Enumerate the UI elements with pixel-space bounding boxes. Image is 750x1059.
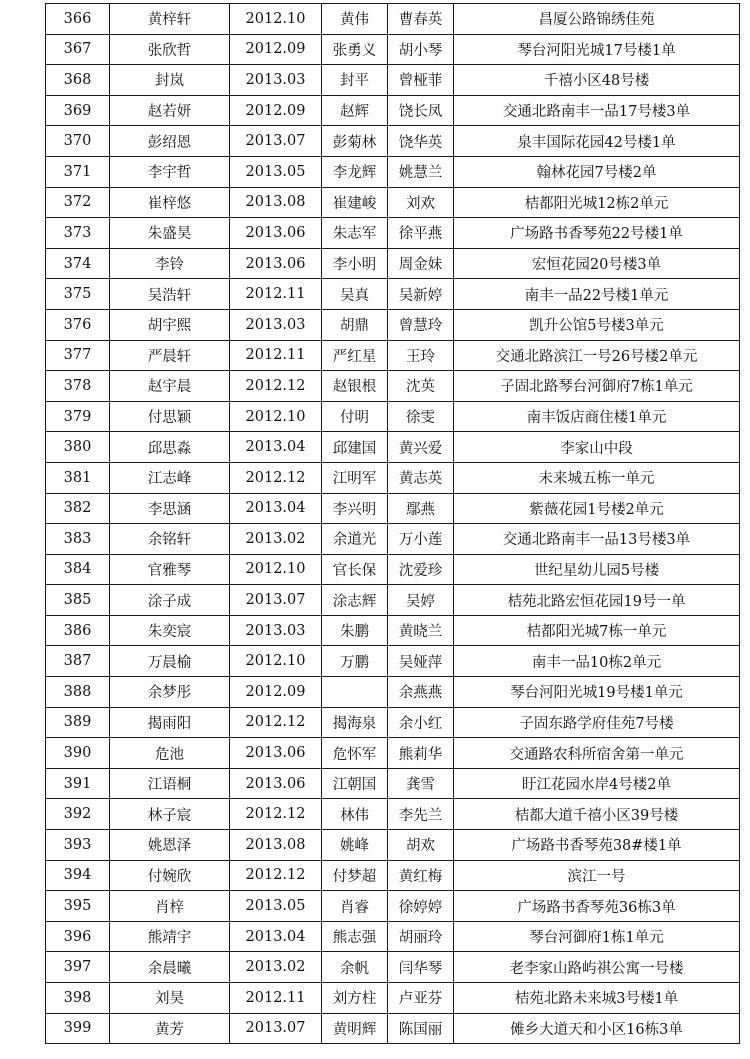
birth-date-cell: 2013.03 bbox=[230, 65, 322, 96]
student-name-cell: 付思颖 bbox=[110, 401, 230, 432]
mother-name-cell: 刘欢 bbox=[388, 187, 454, 218]
mother-name-cell: 曹春英 bbox=[388, 4, 454, 35]
mother-name-cell: 吴婷 bbox=[388, 585, 454, 616]
mother-name-cell: 徐平燕 bbox=[388, 218, 454, 249]
student-name-cell: 刘昊 bbox=[110, 983, 230, 1014]
table-row bbox=[46, 95, 740, 126]
row-number-cell: 378 bbox=[46, 371, 110, 402]
student-name-cell: 黄梓轩 bbox=[110, 4, 230, 35]
table-row bbox=[46, 677, 740, 708]
row-number-cell: 375 bbox=[46, 279, 110, 310]
address-cell: 盱江花园水岸4号楼2单 bbox=[454, 768, 740, 799]
table-row bbox=[46, 462, 740, 493]
student-name-cell: 余铭轩 bbox=[110, 524, 230, 555]
row-number-cell: 369 bbox=[46, 95, 110, 126]
birth-date-cell: 2012.09 bbox=[230, 34, 322, 65]
row-number-cell: 389 bbox=[46, 707, 110, 738]
father-name-cell: 熊志强 bbox=[322, 921, 388, 952]
birth-date-cell: 2013.04 bbox=[230, 921, 322, 952]
student-name-cell: 姚恩泽 bbox=[110, 830, 230, 861]
row-number-cell: 373 bbox=[46, 218, 110, 249]
father-name-cell: 严红星 bbox=[322, 340, 388, 371]
table-row bbox=[46, 921, 740, 952]
row-number-cell: 371 bbox=[46, 156, 110, 187]
table-row bbox=[46, 493, 740, 524]
student-name-cell: 余晨曦 bbox=[110, 952, 230, 983]
row-number-cell: 372 bbox=[46, 187, 110, 218]
address-cell: 凯升公馆5号楼3单元 bbox=[454, 309, 740, 340]
address-cell: 子固东路学府佳苑7号楼 bbox=[454, 707, 740, 738]
student-name-cell: 肖梓 bbox=[110, 891, 230, 922]
birth-date-cell: 2012.09 bbox=[230, 677, 322, 708]
father-name-cell: 付明 bbox=[322, 401, 388, 432]
table-row bbox=[46, 585, 740, 616]
birth-date-cell: 2012.12 bbox=[230, 462, 322, 493]
table-row bbox=[46, 248, 740, 279]
row-number-cell: 392 bbox=[46, 799, 110, 830]
address-cell: 广场路书香琴苑36栋3单 bbox=[454, 891, 740, 922]
mother-name-cell: 胡小琴 bbox=[388, 34, 454, 65]
address-cell: 琴台河阳光城19号楼1单元 bbox=[454, 677, 740, 708]
address-cell: 交通北路南丰一品17号楼3单 bbox=[454, 95, 740, 126]
birth-date-cell: 2012.11 bbox=[230, 279, 322, 310]
student-name-cell: 张欣哲 bbox=[110, 34, 230, 65]
table-row bbox=[46, 860, 740, 891]
father-name-cell: 肖睿 bbox=[322, 891, 388, 922]
birth-date-cell: 2013.04 bbox=[230, 432, 322, 463]
birth-date-cell: 2013.07 bbox=[230, 126, 322, 157]
row-number-cell: 385 bbox=[46, 585, 110, 616]
mother-name-cell: 胡欢 bbox=[388, 830, 454, 861]
father-name-cell: 姚峰 bbox=[322, 830, 388, 861]
student-name-cell: 朱奕宸 bbox=[110, 615, 230, 646]
row-number-cell: 395 bbox=[46, 891, 110, 922]
student-name-cell: 官雅琴 bbox=[110, 554, 230, 585]
birth-date-cell: 2013.04 bbox=[230, 493, 322, 524]
mother-name-cell: 余燕燕 bbox=[388, 677, 454, 708]
mother-name-cell: 沈爱珍 bbox=[388, 554, 454, 585]
father-name-cell: 赵辉 bbox=[322, 95, 388, 126]
student-name-cell: 赵宇晨 bbox=[110, 371, 230, 402]
address-cell: 桔都阳光城12栋2单元 bbox=[454, 187, 740, 218]
mother-name-cell: 吴新婷 bbox=[388, 279, 454, 310]
student-name-cell: 彭绍恩 bbox=[110, 126, 230, 157]
table-row bbox=[46, 432, 740, 463]
father-name-cell: 林伟 bbox=[322, 799, 388, 830]
address-cell: 傩乡大道天和小区16栋3单 bbox=[454, 1013, 740, 1044]
mother-name-cell: 吴娅萍 bbox=[388, 646, 454, 677]
mother-name-cell: 徐雯 bbox=[388, 401, 454, 432]
address-cell: 宏恒花园20号楼3单 bbox=[454, 248, 740, 279]
mother-name-cell: 黄志英 bbox=[388, 462, 454, 493]
table-row bbox=[46, 279, 740, 310]
row-number-cell: 374 bbox=[46, 248, 110, 279]
address-cell: 南丰一品22号楼1单元 bbox=[454, 279, 740, 310]
table-row bbox=[46, 65, 740, 96]
address-cell: 南丰饭店商住楼1单元 bbox=[454, 401, 740, 432]
father-name-cell: 刘方柱 bbox=[322, 983, 388, 1014]
student-name-cell: 江语桐 bbox=[110, 768, 230, 799]
father-name-cell: 邱建国 bbox=[322, 432, 388, 463]
table-row bbox=[46, 218, 740, 249]
address-cell: 李家山中段 bbox=[454, 432, 740, 463]
address-cell: 滨江一号 bbox=[454, 860, 740, 891]
row-number-cell: 396 bbox=[46, 921, 110, 952]
address-cell: 交通北路滨江一号26号楼2单元 bbox=[454, 340, 740, 371]
student-name-cell: 熊靖宇 bbox=[110, 921, 230, 952]
father-name-cell: 吴真 bbox=[322, 279, 388, 310]
mother-name-cell: 余小红 bbox=[388, 707, 454, 738]
student-name-cell: 李铃 bbox=[110, 248, 230, 279]
row-number-cell: 394 bbox=[46, 860, 110, 891]
table-row bbox=[46, 891, 740, 922]
student-name-cell: 江志峰 bbox=[110, 462, 230, 493]
mother-name-cell: 万小莲 bbox=[388, 524, 454, 555]
birth-date-cell: 2012.12 bbox=[230, 860, 322, 891]
address-cell: 子固北路琴台河御府7栋1单元 bbox=[454, 371, 740, 402]
mother-name-cell: 周金妹 bbox=[388, 248, 454, 279]
row-number-cell: 399 bbox=[46, 1013, 110, 1044]
table-row bbox=[46, 156, 740, 187]
father-name-cell: 余帆 bbox=[322, 952, 388, 983]
table-row bbox=[46, 768, 740, 799]
birth-date-cell: 2013.02 bbox=[230, 524, 322, 555]
birth-date-cell: 2012.10 bbox=[230, 401, 322, 432]
student-name-cell: 涂子成 bbox=[110, 585, 230, 616]
father-name-cell: 崔建峻 bbox=[322, 187, 388, 218]
row-number-cell: 367 bbox=[46, 34, 110, 65]
address-cell: 桔苑北路宏恒花园19号一单 bbox=[454, 585, 740, 616]
father-name-cell: 万鹏 bbox=[322, 646, 388, 677]
row-number-cell: 384 bbox=[46, 554, 110, 585]
mother-name-cell: 熊莉华 bbox=[388, 738, 454, 769]
father-name-cell: 付梦超 bbox=[322, 860, 388, 891]
table-row bbox=[46, 187, 740, 218]
birth-date-cell: 2013.08 bbox=[230, 187, 322, 218]
address-cell: 紫薇花园1号楼2单元 bbox=[454, 493, 740, 524]
father-name-cell: 赵银根 bbox=[322, 371, 388, 402]
birth-date-cell: 2013.05 bbox=[230, 891, 322, 922]
row-number-cell: 388 bbox=[46, 677, 110, 708]
father-name-cell: 江明军 bbox=[322, 462, 388, 493]
student-name-cell: 万晨榆 bbox=[110, 646, 230, 677]
row-number-cell: 383 bbox=[46, 524, 110, 555]
mother-name-cell: 胡丽玲 bbox=[388, 921, 454, 952]
address-cell: 琴台河御府1栋1单元 bbox=[454, 921, 740, 952]
row-number-cell: 393 bbox=[46, 830, 110, 861]
table-row bbox=[46, 983, 740, 1014]
table-row bbox=[46, 34, 740, 65]
student-name-cell: 封岚 bbox=[110, 65, 230, 96]
student-name-cell: 李宇哲 bbox=[110, 156, 230, 187]
student-name-cell: 胡宇熙 bbox=[110, 309, 230, 340]
row-number-cell: 386 bbox=[46, 615, 110, 646]
birth-date-cell: 2012.11 bbox=[230, 340, 322, 371]
birth-date-cell: 2013.03 bbox=[230, 615, 322, 646]
student-name-cell: 朱盛昊 bbox=[110, 218, 230, 249]
table-row bbox=[46, 707, 740, 738]
student-name-cell: 赵若妍 bbox=[110, 95, 230, 126]
mother-name-cell: 黄红梅 bbox=[388, 860, 454, 891]
mother-name-cell: 闫华琴 bbox=[388, 952, 454, 983]
father-name-cell: 危怀军 bbox=[322, 738, 388, 769]
table-row bbox=[46, 4, 740, 35]
row-number-cell: 370 bbox=[46, 126, 110, 157]
father-name-cell: 胡鼎 bbox=[322, 309, 388, 340]
table-row bbox=[46, 401, 740, 432]
father-name-cell: 官长保 bbox=[322, 554, 388, 585]
father-name-cell: 朱志军 bbox=[322, 218, 388, 249]
father-name-cell: 彭菊林 bbox=[322, 126, 388, 157]
row-number-cell: 398 bbox=[46, 983, 110, 1014]
birth-date-cell: 2013.05 bbox=[230, 156, 322, 187]
roster-table-body bbox=[46, 4, 740, 1044]
table-row bbox=[46, 799, 740, 830]
father-name-cell: 黄伟 bbox=[322, 4, 388, 35]
birth-date-cell: 2012.12 bbox=[230, 707, 322, 738]
birth-date-cell: 2012.10 bbox=[230, 4, 322, 35]
address-cell: 交通路农科所宿舍第一单元 bbox=[454, 738, 740, 769]
birth-date-cell: 2013.06 bbox=[230, 248, 322, 279]
birth-date-cell: 2013.06 bbox=[230, 738, 322, 769]
mother-name-cell: 王玲 bbox=[388, 340, 454, 371]
mother-name-cell: 龚雪 bbox=[388, 768, 454, 799]
birth-date-cell: 2013.07 bbox=[230, 1013, 322, 1044]
row-number-cell: 366 bbox=[46, 4, 110, 35]
birth-date-cell: 2012.10 bbox=[230, 554, 322, 585]
address-cell: 桔都大道千禧小区39号楼 bbox=[454, 799, 740, 830]
birth-date-cell: 2013.02 bbox=[230, 952, 322, 983]
student-name-cell: 危池 bbox=[110, 738, 230, 769]
table-row bbox=[46, 126, 740, 157]
father-name-cell: 李兴明 bbox=[322, 493, 388, 524]
mother-name-cell: 曾桠菲 bbox=[388, 65, 454, 96]
table-row bbox=[46, 524, 740, 555]
student-name-cell: 严晨轩 bbox=[110, 340, 230, 371]
birth-date-cell: 2013.06 bbox=[230, 768, 322, 799]
mother-name-cell: 姚慧兰 bbox=[388, 156, 454, 187]
mother-name-cell: 曾慧玲 bbox=[388, 309, 454, 340]
row-number-cell: 397 bbox=[46, 952, 110, 983]
table-row bbox=[46, 1013, 740, 1044]
birth-date-cell: 2013.07 bbox=[230, 585, 322, 616]
row-number-cell: 382 bbox=[46, 493, 110, 524]
row-number-cell: 376 bbox=[46, 309, 110, 340]
row-number-cell: 391 bbox=[46, 768, 110, 799]
table-row bbox=[46, 646, 740, 677]
table-row bbox=[46, 615, 740, 646]
address-cell: 桔苑北路未来城3号楼1单 bbox=[454, 983, 740, 1014]
student-name-cell: 李思涵 bbox=[110, 493, 230, 524]
table-row bbox=[46, 309, 740, 340]
table-row bbox=[46, 340, 740, 371]
address-cell: 泉丰国际花园42号楼1单 bbox=[454, 126, 740, 157]
address-cell: 千禧小区48号楼 bbox=[454, 65, 740, 96]
father-name-cell: 张勇义 bbox=[322, 34, 388, 65]
mother-name-cell: 鄢燕 bbox=[388, 493, 454, 524]
birth-date-cell: 2012.12 bbox=[230, 371, 322, 402]
birth-date-cell: 2012.10 bbox=[230, 646, 322, 677]
address-cell: 广场路书香琴苑38#楼1单 bbox=[454, 830, 740, 861]
row-number-cell: 368 bbox=[46, 65, 110, 96]
row-number-cell: 377 bbox=[46, 340, 110, 371]
table-row bbox=[46, 830, 740, 861]
father-name-cell: 朱鹏 bbox=[322, 615, 388, 646]
address-cell: 世纪星幼儿园5号楼 bbox=[454, 554, 740, 585]
mother-name-cell: 饶长凤 bbox=[388, 95, 454, 126]
mother-name-cell: 沈英 bbox=[388, 371, 454, 402]
father-name-cell: 江朝国 bbox=[322, 768, 388, 799]
father-name-cell: 李龙辉 bbox=[322, 156, 388, 187]
address-cell: 昌厦公路锦绣佳苑 bbox=[454, 4, 740, 35]
student-name-cell: 崔梓悠 bbox=[110, 187, 230, 218]
address-cell: 未来城五栋一单元 bbox=[454, 462, 740, 493]
student-name-cell: 林子宸 bbox=[110, 799, 230, 830]
address-cell: 琴台河阳光城17号楼1单 bbox=[454, 34, 740, 65]
student-name-cell: 余梦彤 bbox=[110, 677, 230, 708]
mother-name-cell: 陈国丽 bbox=[388, 1013, 454, 1044]
birth-date-cell: 2013.08 bbox=[230, 830, 322, 861]
birth-date-cell: 2012.11 bbox=[230, 983, 322, 1014]
address-cell: 翰林花园7号楼2单 bbox=[454, 156, 740, 187]
birth-date-cell: 2012.09 bbox=[230, 95, 322, 126]
student-name-cell: 揭雨阳 bbox=[110, 707, 230, 738]
student-name-cell: 吴浩轩 bbox=[110, 279, 230, 310]
birth-date-cell: 2013.03 bbox=[230, 309, 322, 340]
mother-name-cell: 黄兴爱 bbox=[388, 432, 454, 463]
father-name-cell bbox=[322, 677, 388, 708]
mother-name-cell: 李先兰 bbox=[388, 799, 454, 830]
student-name-cell: 付婉欣 bbox=[110, 860, 230, 891]
table-row bbox=[46, 371, 740, 402]
row-number-cell: 387 bbox=[46, 646, 110, 677]
father-name-cell: 揭海泉 bbox=[322, 707, 388, 738]
student-roster-table bbox=[45, 3, 740, 1044]
row-number-cell: 390 bbox=[46, 738, 110, 769]
father-name-cell: 封平 bbox=[322, 65, 388, 96]
address-cell: 交通北路南丰一品13号楼3单 bbox=[454, 524, 740, 555]
row-number-cell: 381 bbox=[46, 462, 110, 493]
student-name-cell: 黄芳 bbox=[110, 1013, 230, 1044]
student-name-cell: 邱思淼 bbox=[110, 432, 230, 463]
mother-name-cell: 卢亚芬 bbox=[388, 983, 454, 1014]
row-number-cell: 379 bbox=[46, 401, 110, 432]
table-row bbox=[46, 554, 740, 585]
father-name-cell: 黄明辉 bbox=[322, 1013, 388, 1044]
birth-date-cell: 2012.12 bbox=[230, 799, 322, 830]
father-name-cell: 涂志辉 bbox=[322, 585, 388, 616]
address-cell: 南丰一品10栋2单元 bbox=[454, 646, 740, 677]
table-row bbox=[46, 738, 740, 769]
row-number-cell: 380 bbox=[46, 432, 110, 463]
father-name-cell: 李小明 bbox=[322, 248, 388, 279]
birth-date-cell: 2013.06 bbox=[230, 218, 322, 249]
father-name-cell: 余道光 bbox=[322, 524, 388, 555]
mother-name-cell: 黄晓兰 bbox=[388, 615, 454, 646]
address-cell: 老李家山路屿祺公寓一号楼 bbox=[454, 952, 740, 983]
table-row bbox=[46, 952, 740, 983]
address-cell: 桔都阳光城7栋一单元 bbox=[454, 615, 740, 646]
mother-name-cell: 饶华英 bbox=[388, 126, 454, 157]
mother-name-cell: 徐婷婷 bbox=[388, 891, 454, 922]
address-cell: 广场路书香琴苑22号楼1单 bbox=[454, 218, 740, 249]
